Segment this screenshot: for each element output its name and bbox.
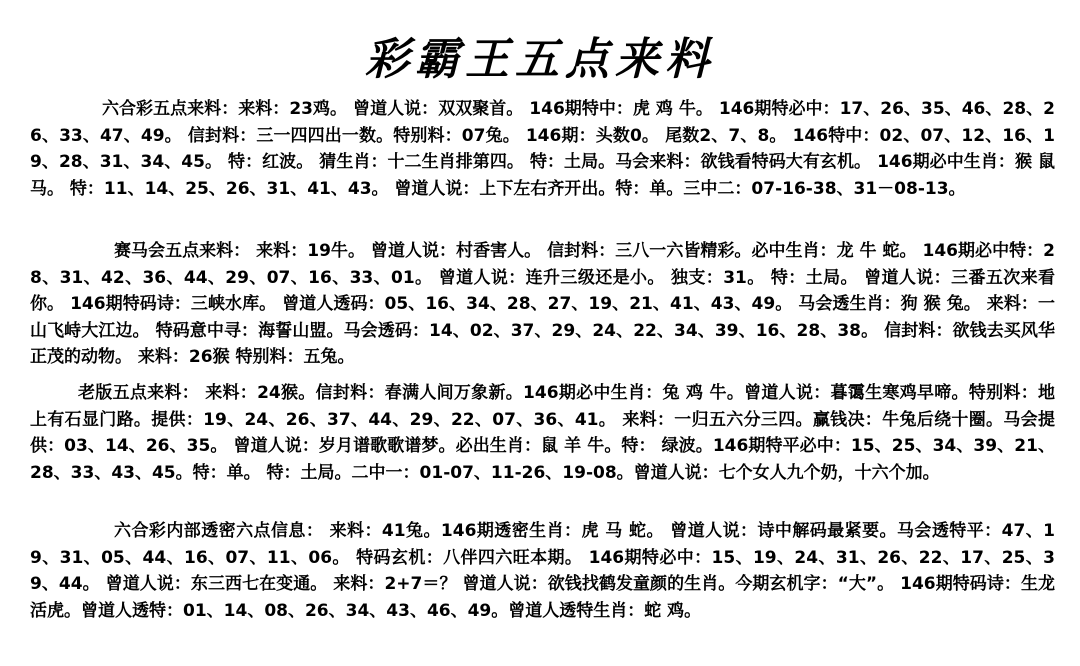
- section-old-edition-five-point: 老版五点来料： 来料：24猴。信封料：春满人间万象新。146期必中生肖：兔 鸡 牛。曾道人说：暮霭生寒鸡早啼。特别料：地上有石显门路。提供：19、24、26、37、44、29、22、07、36、41。 来料：一归五六分三四。赢钱决：牛兔后绕十圈。马会提供：03、14、26、35。 曾道人说：岁月谱歌歌谱梦。必出生肖：鼠 羊 牛。特： 绿波。146期特平必中：15、25、34、39、21、28、33、43、45。特：单。 特：土局。二中一：01-07、11-26、19-08。曾道人说：七个女人九个奶，十六个加。: [30, 383, 1055, 483]
- section-jockey-club-five-point: 赛马会五点来料： 来料：19牛。 曾道人说：村香害人。 信封料：三八一六皆精彩。必中生肖：龙 牛 蛇。 146期必中特：28、31、42、36、44、29、07、16、33、01。 曾道人说：连升三级还是小。 独支：31。 特：土局。 曾道人说：三番五次来看你。 146期特码诗：三峡水库。 曾道人透码：05、16、34、28、27、19、21、41、43、49。 马会透生肖：狗 猴 兔。 来料：一山飞峙大江边。 特码意中寻：海誓山盟。马会透码：14、02、37、29、24、22、34、39、16、28、38。 信封料：欲钱去买风华正茂的动物。 来料：26猴 特别料：五兔。: [30, 241, 1055, 367]
- section-liuhecai-five-point: 六合彩五点来料：来料：23鸡。 曾道人说：双双聚首。 146期特中：虎 鸡 牛。 146期特必中：17、26、35、46、28、26、33、47、49。 信封料：三一四四出一数。特别料：07兔。 146期：头数0。 尾数2、7、8。 146特中：02、07、12、16、19、28、31、34、45。 特：红波。 猜生肖：十二生肖排第四。 特：土局。马会来料：欲钱看特码大有玄机。 146期必中生肖：猴 鼠 马。 特：11、14、25、26、31、41、43。 曾道人说：上下左右齐开出。特：单。三中二：07-16-38、31－08-13。: [30, 99, 1055, 199]
- section-internal-six-point: 六合彩内部透密六点信息： 来料：41兔。146期透密生肖：虎 马 蛇。 曾道人说：诗中解码最紧要。马会透特平：47、19、31、05、44、16、07、11、06。 特码玄机：八伴四六旺本期。 146期特必中：15、19、24、31、26、22、17、25、39、44。 曾道人说：东三西七在变通。 来料：2+7＝？ 曾道人说：欲钱找鹤发童颜的生肖。今期玄机字：“大”。 146期特码诗：生龙活虎。曾道人透特：01、14、08、26、34、43、46、49。曾道人透特生肖：蛇 鸡。: [30, 521, 1055, 621]
- page-title: 彩霸王五点来料: [365, 34, 715, 85]
